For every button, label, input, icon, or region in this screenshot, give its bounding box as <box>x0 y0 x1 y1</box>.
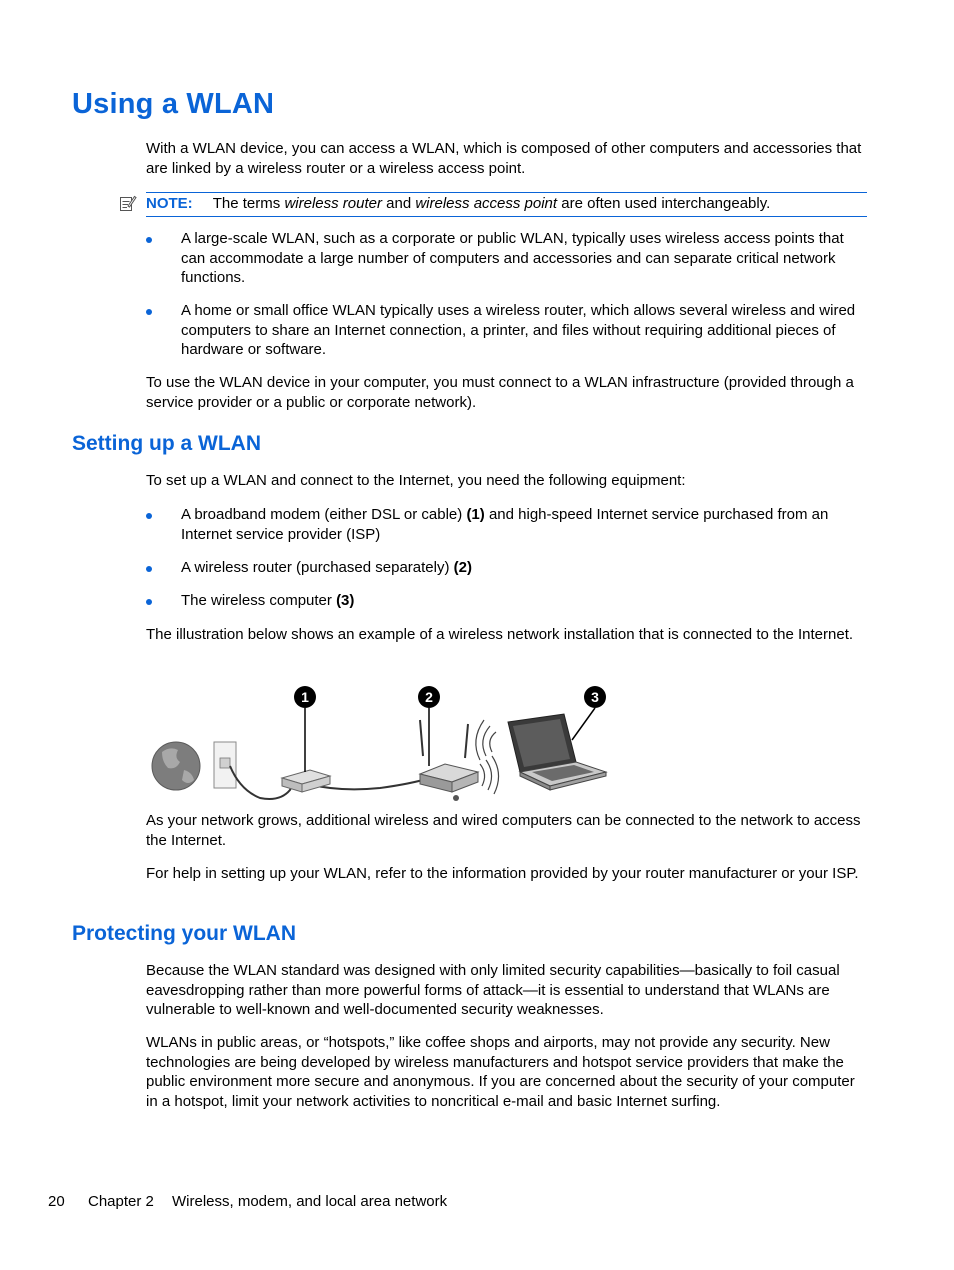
footer-chapter: Chapter 2 <box>88 1193 154 1210</box>
callout-2: 2 <box>418 686 440 708</box>
note-content <box>146 194 770 213</box>
list-item-text: The wireless computer <box>181 592 332 609</box>
bullet-marker <box>146 309 152 315</box>
wall-jack-icon <box>214 742 236 788</box>
security-paragraph-2: WLANs in public areas, or “hotspots,” like coffee shops and airports, may not provide any security. New technologies are being developed by wireless manufacturers and hotspot service providers that make the public environment more secure and anonymous. If you are concerned about the security of your computer in a hotspot, limit your network activities to noncritical e-mail and basic Internet surfing. <box>146 1034 855 1110</box>
page-number: 20 <box>48 1193 65 1210</box>
note-term-2: wireless access point <box>415 195 558 212</box>
bullet-marker <box>146 237 152 243</box>
list-item <box>181 591 871 611</box>
note-label: NOTE: <box>146 195 193 212</box>
setup-intro: To set up a WLAN and connect to the Internet, you need the following equipment: <box>146 472 686 489</box>
network-illustration <box>140 680 620 805</box>
globe-icon <box>152 742 200 790</box>
note-text-2: and <box>386 195 412 212</box>
network-diagram <box>140 680 620 805</box>
laptop-icon <box>508 714 606 790</box>
network-grows-paragraph: As your network grows, additional wireless and wired computers can be connected to the network to access the Internet. <box>146 812 861 849</box>
intro-paragraph: With a WLAN device, you can access a WLAN, which is composed of other computers and accessories that are linked by a wireless router or a wireless access point. <box>146 140 862 177</box>
bullet-marker <box>146 599 152 605</box>
list-item: A large-scale WLAN, such as a corporate or public WLAN, typically uses wireless access points that can accommodate a large number of computers and accessories and can separate critical network functions. <box>181 230 844 286</box>
callout-ref: (2) <box>453 559 472 576</box>
infrastructure-paragraph: To use the WLAN device in your computer, you must connect to a WLAN infrastructure (provided through a service provider or a public or corporate network). <box>146 374 854 411</box>
section-heading-protect: Protecting your WLAN <box>72 922 296 945</box>
list-item <box>181 505 871 544</box>
bullet-marker <box>146 513 152 519</box>
security-paragraph-1: Because the WLAN standard was designed with only limited security capabilities—basically to foil casual eavesdropping rather than more powerful forms of attack—it is essential to understand that WLANs are vulnerable to well-known and well-documented security weaknesses. <box>146 962 840 1018</box>
note-icon <box>119 194 137 217</box>
illustration-caption: The illustration below shows an example of a wireless network installation that is connected to the Internet. <box>146 626 854 643</box>
help-paragraph: For help in setting up your WLAN, refer to the information provided by your router manufacturer or your ISP. <box>146 865 859 882</box>
callout-1: 1 <box>294 686 316 708</box>
list-item: A home or small office WLAN typically uses a wireless router, which allows several wireless and wired computers to share an Internet connection, a printer, and files without requiring additional pieces of hardware or software. <box>181 302 856 358</box>
note-text-3: are often used interchangeably. <box>561 195 771 212</box>
page-title: Using a WLAN <box>72 88 275 120</box>
callout-3: 3 <box>584 686 606 708</box>
modem-icon <box>282 770 330 792</box>
note-box <box>146 192 867 217</box>
footer-chapter-title: Wireless, modem, and local area network <box>172 1193 448 1210</box>
note-text-1: The terms <box>212 195 281 212</box>
list-item <box>181 558 871 578</box>
callout-ref: (1) <box>466 506 485 523</box>
section-heading-setup: Setting up a WLAN <box>72 432 261 455</box>
list-item-text: A wireless router (purchased separately) <box>181 559 450 576</box>
callout-ref: (3) <box>336 592 355 609</box>
list-item-text: A broadband modem (either DSL or cable) <box>181 506 463 523</box>
note-term-1: wireless router <box>284 195 382 212</box>
list-item-rest: and high-speed Internet service purchased from an Internet service provider (ISP) <box>181 506 829 543</box>
bullet-marker <box>146 566 152 572</box>
